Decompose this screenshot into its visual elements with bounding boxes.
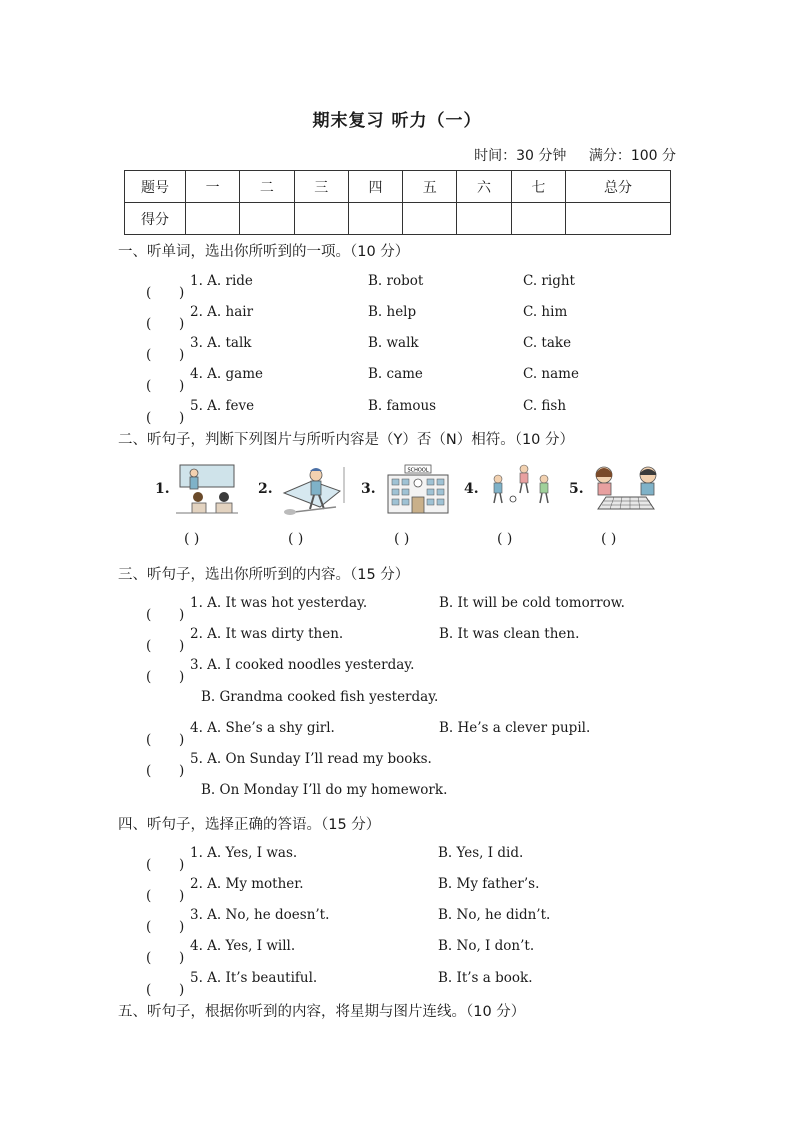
section3-question-1: ( ) 1. A. It was hot yesterday. B. It will be cold tomorrow. [146, 595, 625, 623]
section4-question-5: ( ) 5. A. It’s beautiful. B. It’s a book. [146, 970, 533, 998]
option-a: 5. A. On Sunday I’ll read my books. [190, 751, 432, 767]
section2-heading: 二、听句子，判断下列图片与所听内容是（Y）否（N）相符。（10 分） [118, 432, 575, 448]
picture-number: 2. [258, 481, 273, 497]
option-b: B. It will be cold tomorrow. [439, 595, 625, 611]
score-header-cell: 五 [403, 171, 457, 203]
picture-number: 5. [569, 481, 584, 497]
score-header-cell: 题号 [125, 171, 186, 203]
option-a: 4. A. game [190, 366, 263, 382]
school-sign-text: SCHOOL [407, 467, 429, 474]
section3-question-3: ( ) 3. A. I cooked noodles yesterday. [146, 657, 415, 685]
picture-number: 1. [155, 481, 170, 497]
score-input-cell[interactable] [403, 203, 457, 235]
option-a: 2. A. It was dirty then. [190, 626, 344, 642]
score-input-cell[interactable] [186, 203, 240, 235]
option-c: C. fish [523, 398, 567, 414]
option-b: B. He’s a clever pupil. [439, 720, 591, 736]
section1-question-5: ( ) 5. A. feve B. famous C. fish [146, 398, 567, 426]
kids-playing-chess-picture [592, 463, 660, 513]
section3-question-5: ( ) 5. A. On Sunday I’ll read my books. [146, 751, 432, 779]
score-input-cell[interactable] [511, 203, 565, 235]
answer-blank[interactable]: ( ) [288, 531, 304, 547]
score-input-cell[interactable] [565, 203, 670, 235]
picture-row [0, 463, 794, 518]
score-input-cell[interactable] [457, 203, 511, 235]
picture-number: 3. [361, 481, 376, 497]
section4-question-4: ( ) 4. A. Yes, I will. B. No, I don’t. [146, 938, 535, 966]
section3-heading: 三、听句子，选出你所听到的内容。（15 分） [118, 567, 410, 583]
section3-question-2: ( ) 2. A. It was dirty then. B. It was clean then. [146, 626, 580, 654]
option-b: B. It was clean then. [439, 626, 580, 642]
option-b: B. walk [368, 335, 419, 351]
option-b: B. famous [368, 398, 437, 414]
option-b: B. Yes, I did. [438, 845, 524, 861]
option-a: 3. A. No, he doesn’t. [190, 907, 330, 923]
score-header-cell: 六 [457, 171, 511, 203]
answer-blank[interactable]: ( ) [497, 531, 513, 547]
section4-question-1: ( ) 1. A. Yes, I was. B. Yes, I did. [146, 845, 524, 873]
section1-question-3: ( ) 3. A. talk B. walk C. take [146, 335, 572, 363]
time-limit: 时间：30 分钟 [474, 148, 567, 164]
section1-heading: 一、听单词，选出你所听到的一项。（10 分） [118, 244, 410, 260]
score-input-cell[interactable] [294, 203, 348, 235]
option-a: 4. A. She’s a shy girl. [190, 720, 335, 736]
section4-question-3: ( ) 3. A. No, he doesn’t. B. No, he didn’t. [146, 907, 551, 935]
option-c: C. him [523, 304, 568, 320]
cleaning-boy-picture [280, 463, 350, 517]
answer-blank[interactable]: ( ) [184, 531, 200, 547]
score-header-cell: 四 [348, 171, 402, 203]
score-header-cell: 三 [294, 171, 348, 203]
option-a: 4. A. Yes, I will. [190, 938, 296, 954]
score-header-cell: 二 [240, 171, 294, 203]
option-b: B. help [368, 304, 417, 320]
option-b: B. No, he didn’t. [438, 907, 551, 923]
option-b: B. robot [368, 273, 424, 289]
option-a: 3. A. talk [190, 335, 252, 351]
score-header-cell: 总分 [565, 171, 670, 203]
score-table [124, 170, 671, 235]
option-a: 2. A. My mother. [190, 876, 304, 892]
option-b: B. It’s a book. [438, 970, 533, 986]
answer-blank[interactable]: ( ) [394, 531, 410, 547]
option-a: 1. A. It was hot yesterday. [190, 595, 368, 611]
score-table-header-row [125, 171, 671, 203]
score-header-cell: 七 [511, 171, 565, 203]
option-c: C. name [523, 366, 579, 382]
exam-meta [474, 145, 676, 165]
option-b: B. On Monday I’ll do my homework. [201, 782, 448, 798]
section1-question-4: ( ) 4. A. game B. came C. name [146, 366, 579, 394]
full-score: 满分：100 分 [588, 148, 676, 164]
score-table-score-row [125, 203, 671, 235]
section3-question-4: ( ) 4. A. She’s a shy girl. B. He’s a clever pupil. [146, 720, 591, 748]
score-label-cell: 得分 [125, 203, 186, 235]
score-header-cell: 一 [186, 171, 240, 203]
option-c: C. right [523, 273, 575, 289]
option-b: B. came [368, 366, 423, 382]
classroom-picture [176, 463, 238, 515]
school-building-picture [385, 463, 451, 515]
page-title: 期末复习 听力（一） [312, 111, 482, 131]
picture-number: 4. [464, 481, 479, 497]
option-a: 5. A. It’s beautiful. [190, 970, 318, 986]
answer-blank[interactable]: ( ) [601, 531, 617, 547]
option-a: 1. A. ride [190, 273, 253, 289]
section1-question-1: ( ) 1. A. ride B. robot C. right [146, 273, 575, 301]
score-input-cell[interactable] [240, 203, 294, 235]
option-c: C. take [523, 335, 572, 351]
option-b: B. My father’s. [438, 876, 540, 892]
option-a: 3. A. I cooked noodles yesterday. [190, 657, 415, 673]
section4-heading: 四、听句子，选择正确的答语。（15 分） [118, 817, 381, 833]
section4-question-2: ( ) 2. A. My mother. B. My father’s. [146, 876, 540, 904]
option-b: B. No, I don’t. [438, 938, 535, 954]
option-b: B. Grandma cooked fish yesterday. [201, 689, 439, 705]
kids-playing-football-picture [488, 463, 554, 511]
option-a: 5. A. feve [190, 398, 255, 414]
score-input-cell[interactable] [348, 203, 402, 235]
option-a: 1. A. Yes, I was. [190, 845, 298, 861]
section1-question-2: ( ) 2. A. hair B. help C. him [146, 304, 568, 332]
option-a: 2. A. hair [190, 304, 254, 320]
section5-heading: 五、听句子，根据你听到的内容，将星期与图片连线。（10 分） [118, 1004, 526, 1020]
